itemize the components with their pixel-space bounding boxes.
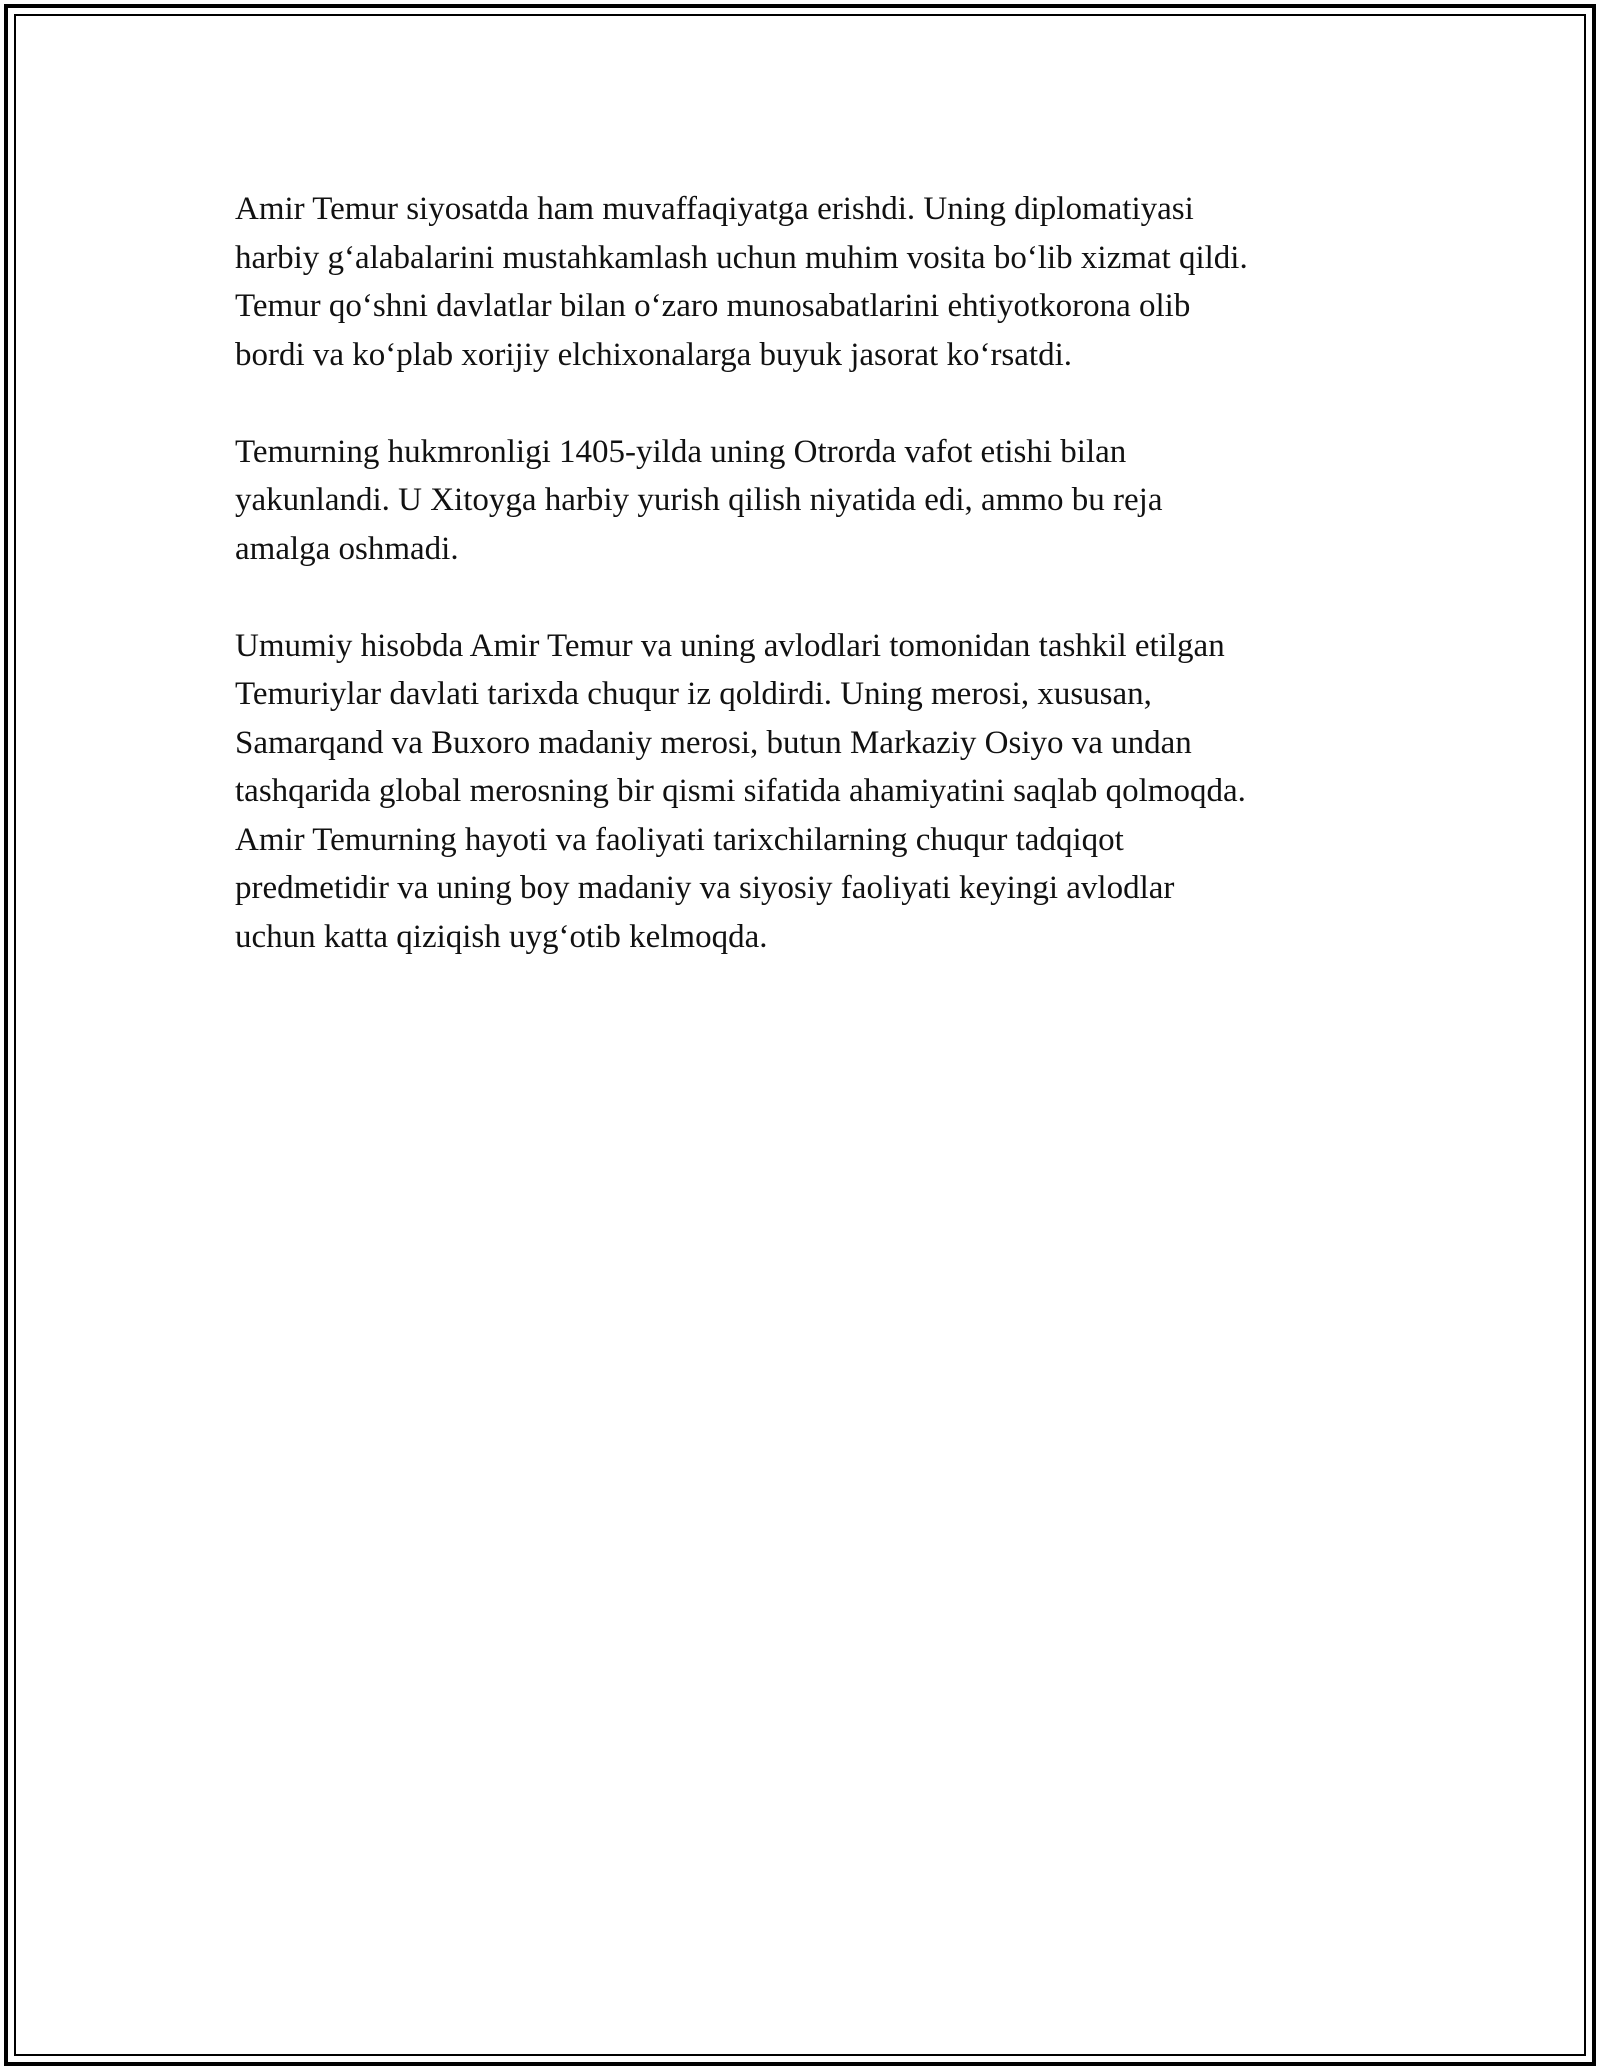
- text-line: predmetidir va uning boy madaniy va siyosiy faoliyati keyingi avlodlar: [235, 870, 1175, 906]
- text-line: tashqarida global merosning bir qismi sifatida ahamiyatini saqlab qolmoqda.: [235, 773, 1246, 809]
- text-line: amalga oshmadi.: [235, 530, 459, 567]
- text-line: Temurning hukmronligi 1405-yilda uning Otrorda vafot etishi bilan: [235, 433, 1127, 470]
- text-line: Temur qoʻshni davlatlar bilan oʻzaro munosabatlarini ehtiyotkorona olib: [235, 288, 1191, 324]
- text-line: Amir Temurning hayoti va faoliyati tarixchilarning chuqur tadqiqot: [235, 821, 1124, 858]
- text-line: bordi va koʻplab xorijiy elchixonalarga buyuk jasorat koʻrsatdi.: [235, 336, 1073, 373]
- text-line: Amir Temur siyosatda ham muvaffaqiyatga erishdi. Uning diplomatiyasi: [235, 191, 1194, 227]
- text-line: yakunlandi. U Xitoyga harbiy yurish qilish niyatida edi, ammo bu reja: [235, 482, 1163, 518]
- text-line: uchun katta qiziqish uygʻotib kelmoqda.: [235, 918, 768, 955]
- paragraph-3: [235, 622, 1395, 962]
- paragraph-1: [235, 185, 1395, 379]
- text-line: Temuriylar davlati tarixda chuqur iz qoldirdi. Uning merosi, xususan,: [235, 676, 1152, 712]
- document-body: [235, 185, 1395, 1010]
- text-line: Umumiy hisobda Amir Temur va uning avlodlari tomonidan tashkil etilgan: [235, 627, 1225, 664]
- text-line: Samarqand va Buxoro madaniy merosi, butun Markaziy Osiyo va undan: [235, 724, 1192, 761]
- text-line: harbiy gʻalabalarini mustahkamlash uchun muhim vosita boʻlib xizmat qildi.: [235, 239, 1248, 276]
- paragraph-2: [235, 428, 1395, 574]
